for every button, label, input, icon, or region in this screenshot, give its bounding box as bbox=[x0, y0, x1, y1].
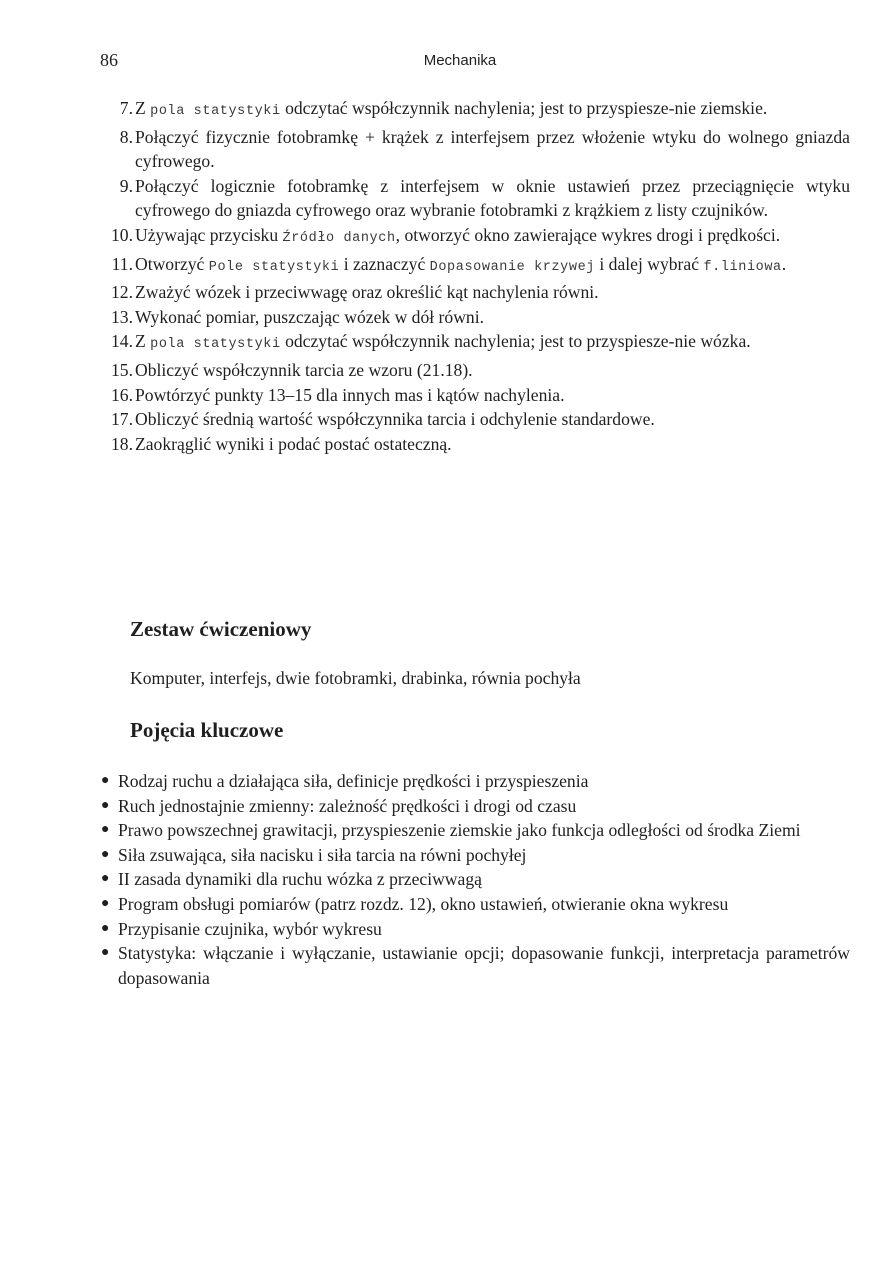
step-text bbox=[135, 96, 850, 125]
step-text-part: odczytać współczynnik nachylenia; jest to przyspiesze-nie wózka. bbox=[280, 331, 751, 352]
concept-text: Przypisanie czujnika, wybór wykresu bbox=[118, 918, 382, 939]
key-concepts-heading: Pojęcia kluczowe bbox=[130, 718, 284, 742]
procedure-step bbox=[100, 174, 850, 223]
procedure-step bbox=[100, 252, 850, 281]
bullet-icon: ● bbox=[101, 920, 110, 936]
step-text-part: Z bbox=[135, 331, 151, 352]
bullet-icon: ● bbox=[101, 871, 110, 887]
procedure-step bbox=[100, 407, 850, 432]
concept-item bbox=[100, 867, 850, 892]
step-text: Połączyć logicznie fotobramkę z interfejsem w oknie ustawień przez przeciągnięcie wtyku cyfrowego do gniazda cyfrowego oraz wybranie fotobramki z krążkiem z listy czujników. bbox=[135, 175, 850, 221]
procedure-step bbox=[100, 280, 850, 305]
step-number: 9. bbox=[119, 175, 133, 196]
equipment-text: Komputer, interfejs, dwie fotobramki, drabinka, równia pochyła bbox=[130, 668, 581, 688]
concept-text: Ruch jednostajnie zmienny: zależność prędkości i drogi od czasu bbox=[118, 795, 577, 816]
step-text-part: Używając przycisku bbox=[135, 224, 283, 245]
ui-term: pola statystyki bbox=[150, 104, 281, 119]
step-text-part: . bbox=[781, 253, 787, 274]
bullet-icon: ● bbox=[101, 773, 110, 788]
ui-term: Źródło danych bbox=[282, 230, 396, 246]
bullet-icon: ● bbox=[101, 822, 110, 838]
ui-term: f.liniowa bbox=[703, 259, 782, 275]
ui-term: pola statystyki bbox=[150, 337, 281, 353]
procedure-steps-list bbox=[100, 96, 850, 456]
procedure-step bbox=[100, 432, 850, 457]
procedure-step bbox=[100, 96, 850, 125]
concept-item bbox=[100, 769, 850, 794]
concept-item bbox=[100, 843, 850, 868]
concept-text: II zasada dynamiki dla ruchu wózka z przeciwwagą bbox=[118, 869, 482, 890]
step-number: 10. bbox=[111, 224, 133, 245]
concept-text: Statystyka: włączanie i wyłączanie, ustawianie opcji; dopasowanie funkcji, interpretacja parametrów dopasowania bbox=[118, 943, 850, 988]
step-number: 16. bbox=[111, 384, 133, 405]
page-header bbox=[100, 50, 820, 72]
procedure-step bbox=[100, 358, 850, 383]
procedure-step bbox=[100, 329, 850, 358]
step-text-part: Z bbox=[135, 98, 151, 118]
concept-item bbox=[100, 818, 850, 843]
concept-text: Prawo powszechnej grawitacji, przyspieszenie ziemskie jako funkcja odległości od środka Ziemi bbox=[118, 820, 801, 841]
page-number: 86 bbox=[100, 50, 118, 70]
step-text-part: odczytać współczynnik nachylenia; jest to przyspiesze-nie ziemskie. bbox=[280, 98, 768, 118]
step-number: 15. bbox=[111, 359, 133, 380]
step-number: 11. bbox=[111, 253, 133, 274]
concept-text: Siła zsuwająca, siła nacisku i siła tarcia na równi pochyłej bbox=[118, 844, 527, 865]
step-text: Obliczyć średnią wartość współczynnika tarcia i odchylenie standardowe. bbox=[135, 409, 655, 430]
step-number: 17. bbox=[111, 409, 133, 430]
equipment-heading: Zestaw ćwiczeniowy bbox=[130, 617, 312, 641]
step-number: 12. bbox=[111, 282, 133, 303]
procedure-step bbox=[100, 125, 850, 174]
concept-text: Program obsługi pomiarów (patrz rozdz. 12), okno ustawień, otwieranie okna wykresu bbox=[118, 893, 729, 914]
step-number: 14. bbox=[111, 331, 133, 352]
concept-item bbox=[100, 794, 850, 819]
step-text bbox=[135, 252, 850, 281]
key-concepts-list bbox=[100, 769, 850, 990]
step-text: Wykonać pomiar, puszczając wózek w dół równi. bbox=[135, 306, 485, 327]
concept-item bbox=[100, 917, 850, 942]
step-text: Połączyć fizycznie fotobramkę + krążek z interfejsem przez włożenie wtyku do wolnego gniazda cyfrowego. bbox=[135, 126, 850, 172]
step-text-part: i dalej wybrać bbox=[594, 253, 704, 274]
running-title: Mechanika bbox=[423, 52, 497, 69]
step-text-part: Otworzyć bbox=[135, 253, 209, 274]
bullet-icon: ● bbox=[101, 846, 110, 862]
step-text: Obliczyć współczynnik tarcia ze wzoru (21.18). bbox=[135, 359, 473, 380]
step-number: 8. bbox=[119, 126, 133, 147]
ui-term: Dopasowanie krzywej bbox=[429, 259, 595, 275]
bullet-icon: ● bbox=[101, 895, 110, 911]
step-text: Zważyć wózek i przeciwwagę oraz określić kąt nachylenia równi. bbox=[135, 282, 599, 303]
step-text-part: i zaznaczyć bbox=[339, 253, 430, 274]
ui-term: Pole statystyki bbox=[208, 259, 340, 275]
step-text bbox=[135, 329, 850, 358]
procedure-step bbox=[100, 305, 850, 330]
bullet-icon: ● bbox=[101, 797, 110, 813]
concept-text: Rodzaj ruchu a działająca siła, definicje prędkości i przyspieszenia bbox=[118, 771, 589, 791]
step-text-part: , otworzyć okno zawierające wykres drogi i prędkości. bbox=[395, 224, 781, 245]
concept-item bbox=[100, 892, 850, 917]
bullet-icon: ● bbox=[101, 945, 110, 961]
step-text: Zaokrąglić wyniki i podać postać ostateczną. bbox=[135, 433, 452, 454]
procedure-step bbox=[100, 383, 850, 408]
step-text bbox=[135, 223, 850, 252]
step-text: Powtórzyć punkty 13–15 dla innych mas i kątów nachylenia. bbox=[135, 384, 565, 405]
step-number: 13. bbox=[111, 306, 133, 327]
step-number: 7. bbox=[119, 98, 133, 118]
concept-item bbox=[100, 941, 850, 990]
step-number: 18. bbox=[111, 433, 133, 454]
procedure-step bbox=[100, 223, 850, 252]
